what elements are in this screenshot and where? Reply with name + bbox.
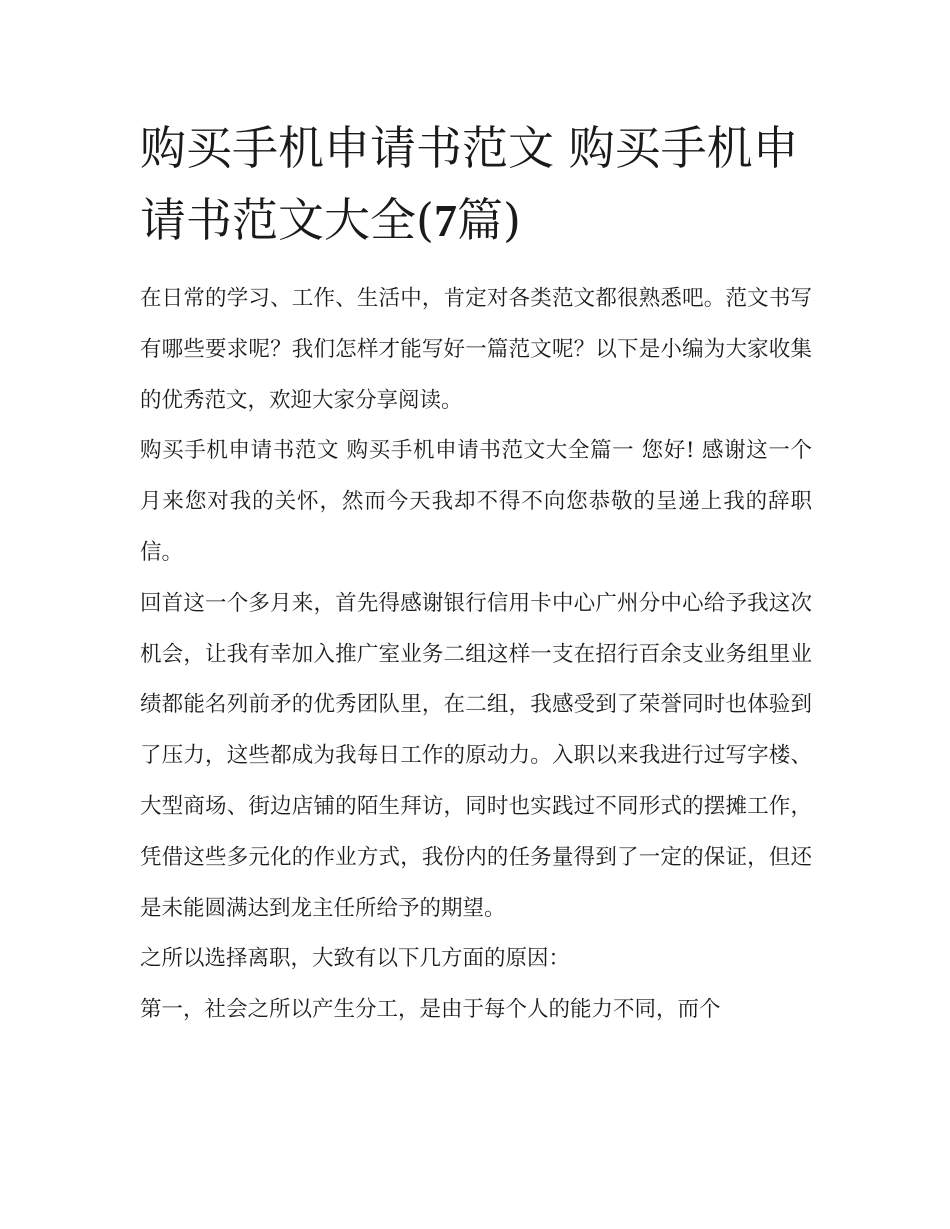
document-body: [140, 274, 812, 1036]
title-text-part2: 篇): [456, 193, 521, 247]
paragraph-first-reason: 第一，社会之所以产生分工，是由于每个人的能力不同，而个: [140, 997, 721, 1023]
paragraph-reasons-intro: 之所以选择离职，大致有以下几方面的原因：: [140, 946, 571, 972]
paragraph-letter-opening: 购买手机申请书范文 购买手机申请书范文大全篇一 您好! 感谢这一个月来您对我的关怀，然而今天我却不得不向您恭敬的呈递上我的辞职信。: [140, 438, 812, 565]
paragraph-intro: 在日常的学习、工作、生活中，肯定对各类范文都很熟悉吧。范文书写有哪些要求呢？我们怎样才能写好一篇范文呢？以下是小编为大家收集的优秀范文，欢迎大家分享阅读。: [140, 286, 812, 413]
title-text-part1: 购买手机申请书范文 购买手机申请书范文大全(: [140, 121, 799, 247]
title-number: 7: [433, 195, 457, 246]
paragraph-review: 回首这一个多月来，首先得感谢银行信用卡中心广州分中心给予我这次机会，让我有幸加入推广室业务二组这样一支在招行百余支业务组里业绩都能名列前矛的优秀团队里，在二组，我感受到了荣誉同时也体验到了压力，这些都成为我每日工作的原动力。入职以来我进行过写字楼、大型商场、街边店铺的陌生拜访，同时也实践过不同形式的摆摊工作，凭借这些多元化的作业方式，我份内的任务量得到了一定的保证，但还是未能圆满达到龙主任所给予的期望。: [140, 590, 812, 921]
document-title: [140, 112, 820, 257]
